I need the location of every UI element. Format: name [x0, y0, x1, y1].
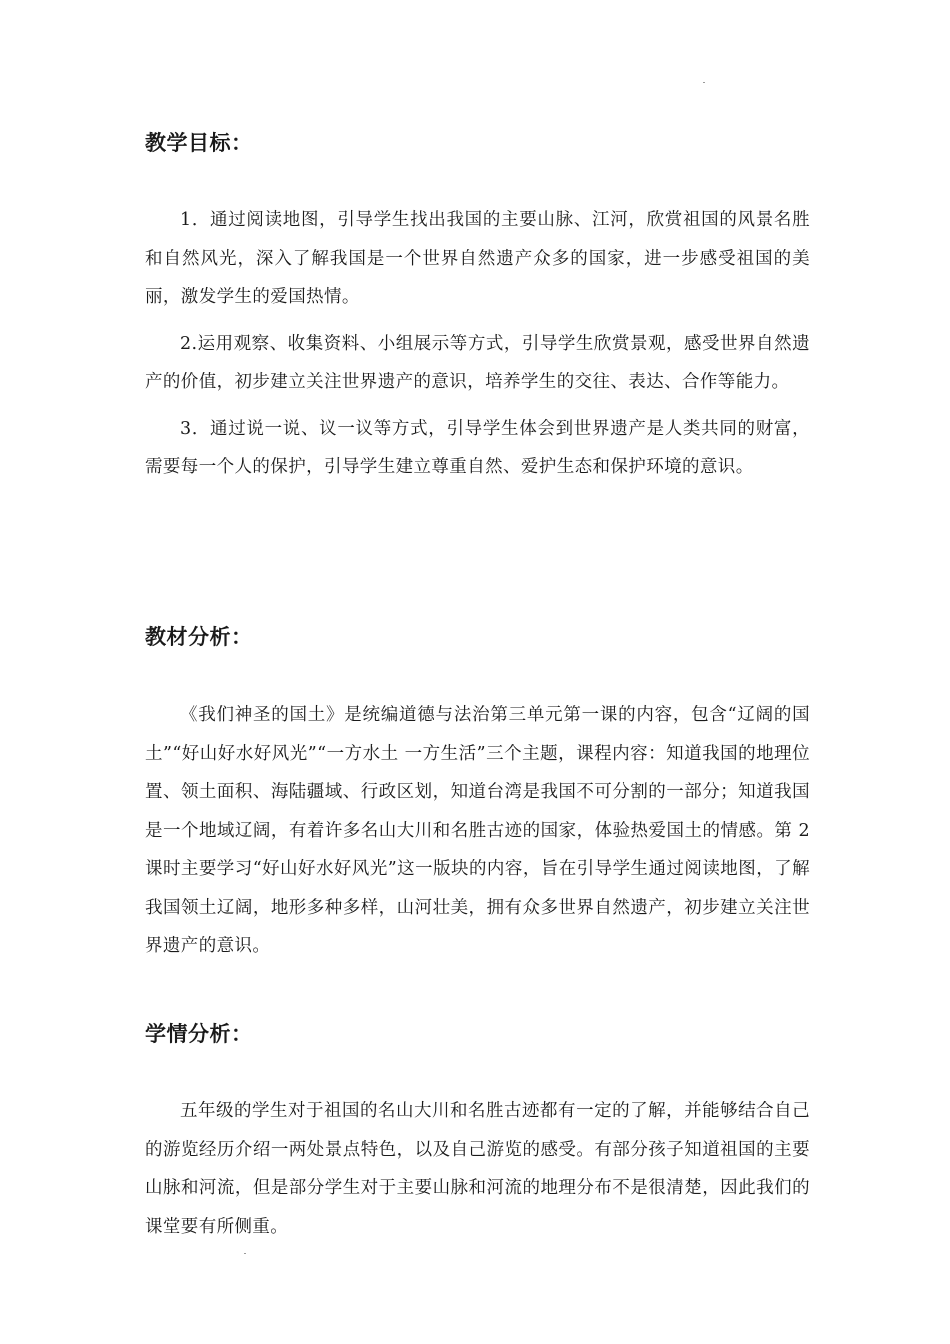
scan-speck [244, 1253, 246, 1254]
section-student-analysis [145, 1019, 810, 1246]
paragraph: 五年级的学生对于祖国的名山大川和名胜古迹都有一定的了解，并能够结合自己的游览经历介绍一两处景点特色，以及自己游览的感受。有部分孩子知道祖国的主要山脉和河流，但是部分学生对于主要山脉和河流的地理分布不是很清楚，因此我们的课堂要有所侧重。 [145, 1101, 810, 1237]
paragraph: 2.运用观察、收集资料、小组展示等方式，引导学生欣赏景观，感受世界自然遗产的价值，初步建立关注世界遗产的意识，培养学生的交往、表达、合作等能力。 [145, 333, 810, 392]
paragraph: 《我们神圣的国土》是统编道德与法治第三单元第一课的内容，包含“辽阔的国土”“好山好水好风光”“一方水土 一方生活”三个主题，课程内容：知道我国的地理位置、领土面积、海陆疆域、行政区划，知道台湾是我国不可分割的一部分；知道我国是一个地域辽阔，有着许多名山大川和名胜古迹的国家，体验热爱国土的情感。第 2 课时主要学习“好山好水好风光”这一版块的内容，旨在引导学生通过阅读地图，了解我国领土辽阔，地形多种多样，山河壮美，拥有众多世界自然遗产，初步建立关注世界遗产的意识。 [145, 705, 810, 956]
section-heading: 教学目标： [145, 131, 253, 155]
section-heading: 学情分析： [145, 1022, 253, 1046]
paragraph: 1．通过阅读地图，引导学生找出我国的主要山脉、江河，欣赏祖国的风景名胜和自然风光，深入了解我国是一个世界自然遗产众多的国家，进一步感受祖国的美丽，激发学生的爱国热情。 [145, 210, 810, 307]
paragraph: 3．通过说一说、议一议等方式，引导学生体会到世界遗产是人类共同的财富，需要每一个人的保护，引导学生建立尊重自然、爱护生态和保护环境的意识。 [145, 418, 810, 477]
section-heading: 教材分析： [145, 625, 253, 649]
section-teaching-goals [145, 128, 810, 487]
section-textbook-analysis [145, 622, 810, 966]
scan-speck [703, 82, 705, 83]
